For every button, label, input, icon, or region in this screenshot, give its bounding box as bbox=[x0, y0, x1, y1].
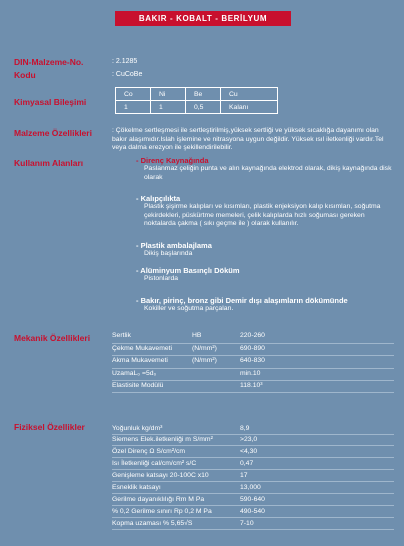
divider bbox=[112, 469, 394, 470]
chemical-composition-table bbox=[115, 87, 278, 114]
fiziksel-name: % 0,2 Gerilme sınırı Rp 0,2 M Pa bbox=[112, 508, 212, 515]
usage-section bbox=[136, 156, 394, 182]
din-value: : 2.1285 bbox=[112, 58, 138, 65]
table-cell: Kalanı bbox=[221, 101, 278, 114]
usage-title: - Alüminyum Basınçlı Döküm bbox=[136, 266, 240, 275]
divider bbox=[112, 493, 394, 494]
usage-body: Kokiller ve soğutma parçaları. bbox=[144, 305, 234, 312]
usage-section bbox=[136, 296, 398, 314]
usage-title: - Direnç Kaynağında bbox=[136, 156, 209, 165]
fiziksel-name: Genişleme katsayı 20-100C x10 bbox=[112, 472, 209, 479]
usage-section bbox=[136, 241, 394, 259]
fiziksel-value: 7-10 bbox=[240, 520, 254, 527]
kullanim-label: Kullanım Alanları bbox=[14, 158, 84, 168]
divider bbox=[112, 343, 394, 344]
fiziksel-label: Fiziksel Özellikler bbox=[14, 422, 85, 432]
fiziksel-value: 13,000 bbox=[240, 484, 261, 491]
page-title: BAKIR - KOBALT - BERİLYUM bbox=[115, 11, 291, 26]
ozellikler-text: : Çökelme sertleşmesi ile sertleştirilmiş,yüksek sertliği ve yüksek sıcaklığa dayanımı olan bakır alaşımıdır.Islah işlemine ve nitrasyona uygun değildir. Yüksek ısıl iletkenliği vardır.Tel veya dalma erezyon ile şekillendirilebilir. bbox=[112, 127, 384, 152]
divider bbox=[112, 445, 394, 446]
fiziksel-value: 590-640 bbox=[240, 496, 265, 503]
fiziksel-value: >23,0 bbox=[240, 436, 258, 443]
fiziksel-name: Yoğunluk kg/dm³ bbox=[112, 425, 163, 432]
mekanik-unit: (N/mm²) bbox=[192, 345, 217, 352]
fiziksel-name: Isı İletkenliği cal/cm/cm² s/C bbox=[112, 460, 197, 467]
usage-section bbox=[136, 194, 394, 229]
table-cell: 1 bbox=[116, 101, 151, 114]
mekanik-unit: (N/mm²) bbox=[192, 357, 217, 364]
divider bbox=[112, 481, 394, 482]
fiziksel-value: 17 bbox=[240, 472, 248, 479]
mekanik-name: Çekme Mukavemeti bbox=[112, 345, 173, 352]
kodu-label: Kodu bbox=[14, 70, 36, 80]
kimyasal-label: Kimyasal Bileşimi bbox=[14, 97, 87, 107]
table-cell: Ni bbox=[151, 88, 186, 101]
din-label: DIN-Malzeme-No. bbox=[14, 57, 84, 67]
fiziksel-name: Esneklik katsayı bbox=[112, 484, 161, 491]
table-cell: 0,5 bbox=[186, 101, 221, 114]
table-row bbox=[116, 101, 278, 114]
mekanik-name: Akma Mukavemeti bbox=[112, 357, 168, 364]
ozellikler-label: Malzeme Özellikleri bbox=[14, 128, 92, 138]
mekanik-name: Elastisite Modülü bbox=[112, 382, 164, 389]
divider bbox=[112, 517, 394, 518]
usage-title: - Plastik ambalajlama bbox=[136, 241, 212, 250]
mekanik-value: 690-890 bbox=[240, 345, 265, 352]
kodu-value: : CuCoBe bbox=[112, 71, 143, 78]
usage-body: Paslanmaz çeliğin punta ve alın kaynağında elektrod olarak, dikiş kaynağında disk olarak bbox=[144, 165, 392, 181]
table-cell: Co bbox=[116, 88, 151, 101]
table-row bbox=[116, 88, 278, 101]
divider bbox=[112, 368, 394, 369]
fiziksel-value: <4,30 bbox=[240, 448, 258, 455]
fiziksel-value: 8,9 bbox=[240, 425, 250, 432]
table-cell: Be bbox=[186, 88, 221, 101]
divider bbox=[112, 529, 394, 530]
fiziksel-name: Özel Direnç Ω S/cm²/cm bbox=[112, 448, 186, 455]
divider bbox=[112, 392, 394, 393]
mekanik-value: 640-830 bbox=[240, 357, 265, 364]
usage-title: - Bakır, pirinç, bronz gibi Demir dışı alaşımların dökümünde bbox=[136, 296, 348, 305]
mekanik-name: Sertlik bbox=[112, 332, 131, 339]
fiziksel-name: Siemens Elek.iletkenliği m S/mm² bbox=[112, 436, 213, 443]
divider bbox=[112, 434, 394, 435]
usage-section bbox=[136, 266, 394, 284]
usage-body: Pistonlarda bbox=[144, 275, 179, 282]
usage-body: Dikiş başlarında bbox=[144, 250, 193, 257]
table-cell: 1 bbox=[151, 101, 186, 114]
fiziksel-name: Gerilme dayanıklılığı Rm M Pa bbox=[112, 496, 205, 503]
fiziksel-name: Kopma uzaması % 5,65√S bbox=[112, 520, 193, 527]
mekanik-name: UzamaL₀ =5d₀ bbox=[112, 370, 157, 377]
mekanik-label: Mekanik Özellikleri bbox=[14, 333, 91, 343]
divider bbox=[112, 505, 394, 506]
mekanik-value: min.10 bbox=[240, 370, 261, 377]
divider bbox=[112, 355, 394, 356]
fiziksel-value: 0,47 bbox=[240, 460, 254, 467]
mekanik-unit: HB bbox=[192, 332, 202, 339]
mekanik-value: 220-260 bbox=[240, 332, 265, 339]
fiziksel-value: 490-540 bbox=[240, 508, 265, 515]
divider bbox=[112, 457, 394, 458]
divider bbox=[112, 380, 394, 381]
mekanik-value: 118.10³ bbox=[240, 382, 263, 389]
table-cell: Cu bbox=[221, 88, 278, 101]
usage-title: - Kalıpçılıkta bbox=[136, 194, 181, 203]
usage-body: Plastik şişirme kalıpları ve kısımları, plastik enjeksiyon kalıp kısımları, soğutma çekirdekleri, püskürtme memeleri, çelik kalıplarda hızlı soğuması gereken noktalarda çakma ( sıkı geçme ile ) olarak kullanılır. bbox=[144, 203, 381, 228]
